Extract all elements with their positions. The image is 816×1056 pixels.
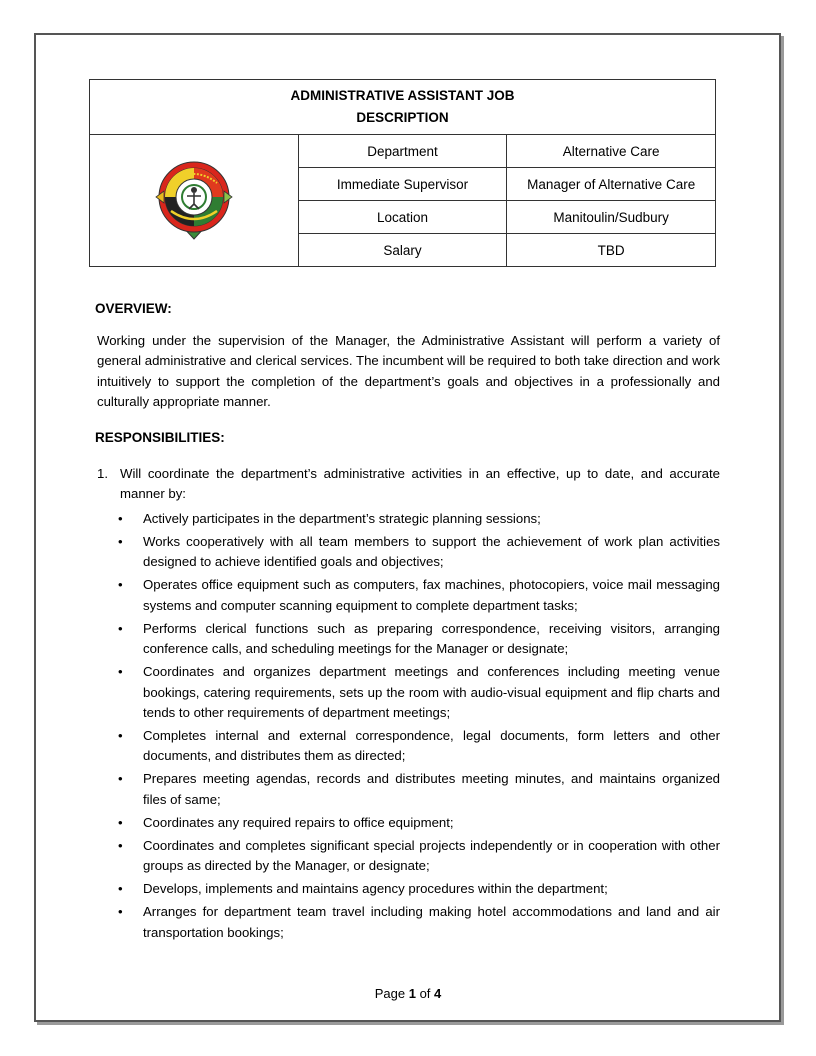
bullet-icon: • bbox=[118, 728, 123, 744]
responsibility-bullet-list bbox=[118, 509, 720, 946]
current-page-number: 1 bbox=[408, 986, 416, 1001]
bullet-icon: • bbox=[118, 577, 123, 593]
bullet-icon: • bbox=[118, 837, 123, 853]
department-label: Department bbox=[298, 135, 507, 168]
salary-label: Salary bbox=[298, 234, 507, 267]
bullet-icon: • bbox=[118, 511, 123, 526]
bullet-icon: • bbox=[118, 534, 123, 549]
job-title-line1: ADMINISTRATIVE ASSISTANT JOB bbox=[290, 88, 515, 103]
list-item: • Operates office equipment such as computers, fax machines, photocopiers, voice mail messaging systems and computer scanning equipment to complete department tasks; bbox=[118, 577, 720, 613]
list-item: • Develops, implements and maintains agency procedures within the department; bbox=[118, 879, 720, 899]
overview-heading: OVERVIEW: bbox=[95, 301, 172, 316]
location-value: Manitoulin/Sudbury bbox=[507, 201, 716, 234]
responsibility-item-1 bbox=[97, 464, 720, 505]
page-footer bbox=[0, 986, 816, 1001]
list-item: • Coordinates and completes significant special projects independently or in cooperation with other groups as directed by the Manager, or designate; bbox=[118, 837, 720, 874]
location-label: Location bbox=[298, 201, 507, 234]
item-text: Will coordinate the department’s administrative activities in an effective, up to date, and accurate manner by: bbox=[120, 466, 720, 502]
organization-seal-logo-icon bbox=[151, 161, 237, 241]
page-word: Page bbox=[374, 986, 406, 1001]
bullet-icon: • bbox=[118, 664, 123, 680]
job-title-line2: DESCRIPTION bbox=[356, 110, 449, 125]
bullet-icon: • bbox=[118, 881, 123, 897]
list-item: • Arranges for department team travel including making hotel accommodations and land and air transportation bookings; bbox=[118, 904, 720, 940]
list-item: • Coordinates any required repairs to office equipment; bbox=[118, 813, 720, 833]
job-header-table bbox=[89, 79, 716, 267]
bullet-icon: • bbox=[118, 814, 123, 830]
list-item: • Performs clerical functions such as preparing correspondence, receiving visitors, arranging conference calls, and scheduling meetings for the Manager or designate; bbox=[118, 620, 720, 657]
bullet-icon: • bbox=[118, 620, 123, 636]
logo-cell bbox=[90, 135, 299, 267]
list-item: • Completes internal and external correspondence, legal documents, form letters and other documents, and distributes them as directed; bbox=[118, 728, 720, 764]
salary-value: TBD bbox=[507, 234, 716, 267]
list-item: • Coordinates and organizes department meetings and conferences including meeting venue bookings, catering requirements, sets up the room with audio-visual equipment and flip charts and tends to other requirements of department meetings; bbox=[118, 664, 720, 721]
department-value: Alternative Care bbox=[507, 135, 716, 168]
of-word: of bbox=[419, 986, 431, 1001]
list-item: • Prepares meeting agendas, records and distributes meeting minutes, and maintains organized files of same; bbox=[118, 771, 720, 807]
bullet-icon: • bbox=[118, 904, 123, 920]
item-number: 1. bbox=[97, 466, 108, 481]
responsibilities-heading: RESPONSIBILITIES: bbox=[95, 430, 225, 445]
list-item: • Works cooperatively with all team members to support the achievement of work plan activities designed to achieve identified goals and objectives; bbox=[118, 534, 720, 570]
bullet-icon: • bbox=[118, 771, 123, 787]
overview-text: Working under the supervision of the Manager, the Administrative Assistant will perform a variety of general administrative and clerical services. The incumbent will be required to both take direction and work intuitively to support the completion of the department’s goals and objectives in a professionally and culturally appropriate manner. bbox=[97, 333, 720, 410]
total-pages-number: 4 bbox=[434, 986, 442, 1001]
job-title-cell bbox=[90, 80, 716, 135]
supervisor-value: Manager of Alternative Care bbox=[507, 168, 716, 201]
list-item: • Actively participates in the department’s strategic planning sessions; bbox=[118, 509, 720, 529]
supervisor-label: Immediate Supervisor bbox=[298, 168, 507, 201]
